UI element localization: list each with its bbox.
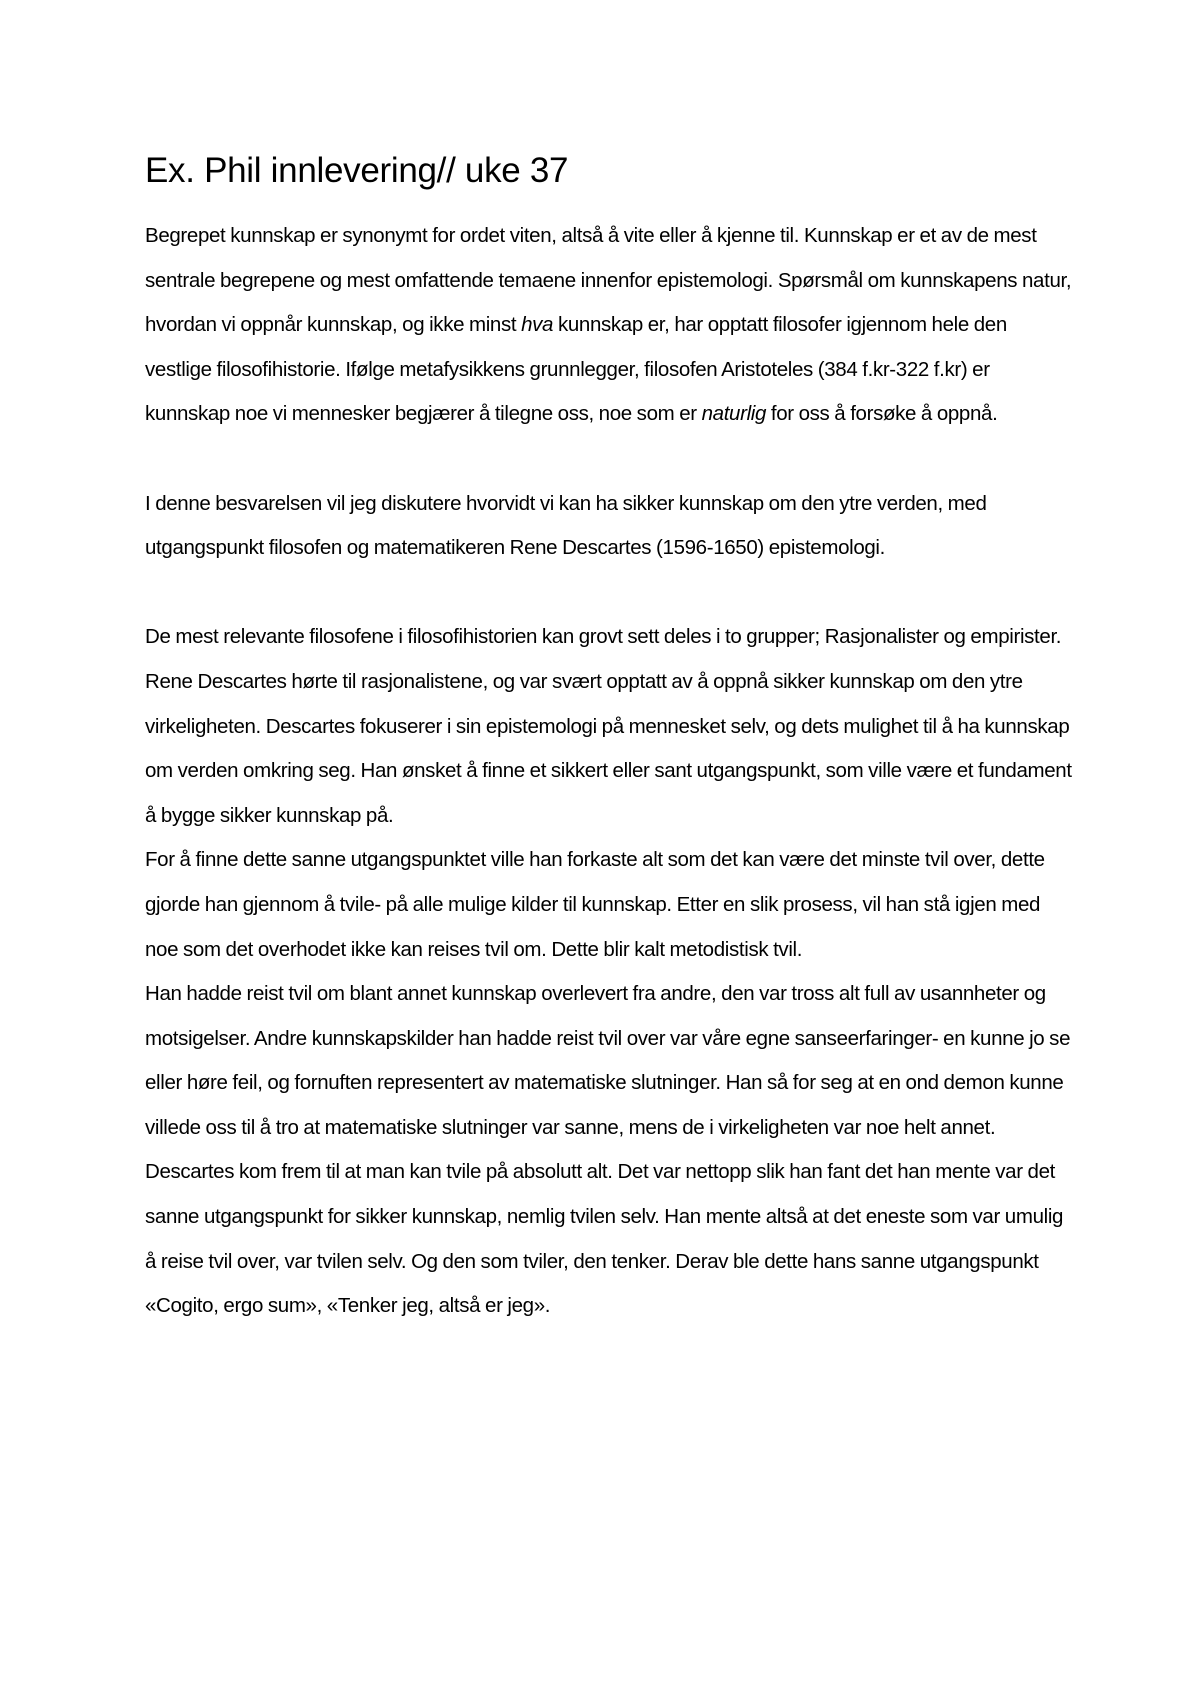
paragraph-intro	[145, 214, 1075, 437]
document-body	[145, 150, 1075, 1329]
document-title: Ex. Phil innlevering// uke 37	[145, 151, 569, 190]
paragraph-sources: Han hadde reist tvil om blant annet kunnskap overlevert fra andre, den var tross alt full av usannheter og motsigelser. Andre kunnskapskilder han hadde reist tvil over var våre egne sanseerfaringer- en kunne jo se eller høre feil, og fornuften representert av matematiske slutninger. Han så for seg at en ond demon kunne villede oss til å tro at matematiske slutninger var sanne, mens de i virkeligheten var noe helt annet.	[145, 982, 1071, 1139]
paragraph-spacer	[145, 571, 1075, 616]
paragraph-descartes: Rene Descartes hørte til rasjonalistene, og var svært opptatt av å oppnå sikker kunnskap om den ytre virkeligheten. Descartes fokuserer i sin epistemologi på mennesket selv, og dets mulighet til å ha kunnskap om verden omkring seg. Han ønsket å finne et sikkert eller sant utgangspunkt, som ville være et fundament å bygge sikker kunnskap på.	[145, 669, 1072, 827]
paragraph-doubt-method: For å finne dette sanne utgangspunktet ville han forkaste alt som det kan være det minste tvil over, dette gjorde han gjennom å tvile- på alle mulige kilder til kunnskap. Etter en slik prosess, vil han stå igjen med noe som det overhodet ikke kan reises tvil om. Dette blir kalt metodistisk tvil.	[145, 848, 1045, 961]
emphasis-naturlig: naturlig	[701, 402, 767, 426]
paragraph-intro-part-b: kunnskap er, har opptatt filosofer igjennom hele den vestlige filosofihistorie. Ifølge metafysikkens grunnlegger, filosofen Aristoteles (384 f.kr-322 f.kr) er kunnskap noe vi mennesker begjærer å tilegne oss, noe som er	[145, 313, 1007, 426]
paragraph-intro-part-a: Begrepet kunnskap er synonymt for ordet viten, altså å vite eller å kjenne til. Kunnskap er et av de mest sentrale begrepene og mest omfattende temaene innenfor epistemologi. Spørsmål om kunnskapens natur, hvordan vi oppnår kunnskap, og ikke minst	[145, 224, 1072, 337]
paragraph-intro-part-c: for oss å forsøke å oppnå.	[766, 402, 998, 426]
paragraph-thesis: I denne besvarelsen vil jeg diskutere hvorvidt vi kan ha sikker kunnskap om den ytre verden, med utgangspunkt filosofen og matematikeren Rene Descartes (1596-1650) epistemologi.	[145, 491, 987, 560]
emphasis-hva: hva	[521, 313, 554, 337]
paragraph-spacer	[145, 437, 1075, 482]
paragraph-cogito: Descartes kom frem til at man kan tvile på absolutt alt. Det var nettopp slik han fant det han mente var det sanne utgangspunkt for sikker kunnskap, nemlig tvilen selv. Han mente altså at det eneste som var umulig å reise tvil over, var tvilen selv. Og den som tviler, den tenker. Derav ble dette hans sanne utgangspunkt «Cogito, ergo sum», «Tenker jeg, altså er jeg».	[145, 1160, 1064, 1318]
paragraph-groups: De mest relevante filosofene i filosofihistorien kan grovt sett deles i to grupper; Rasjonalister og empirister.	[145, 625, 1062, 649]
